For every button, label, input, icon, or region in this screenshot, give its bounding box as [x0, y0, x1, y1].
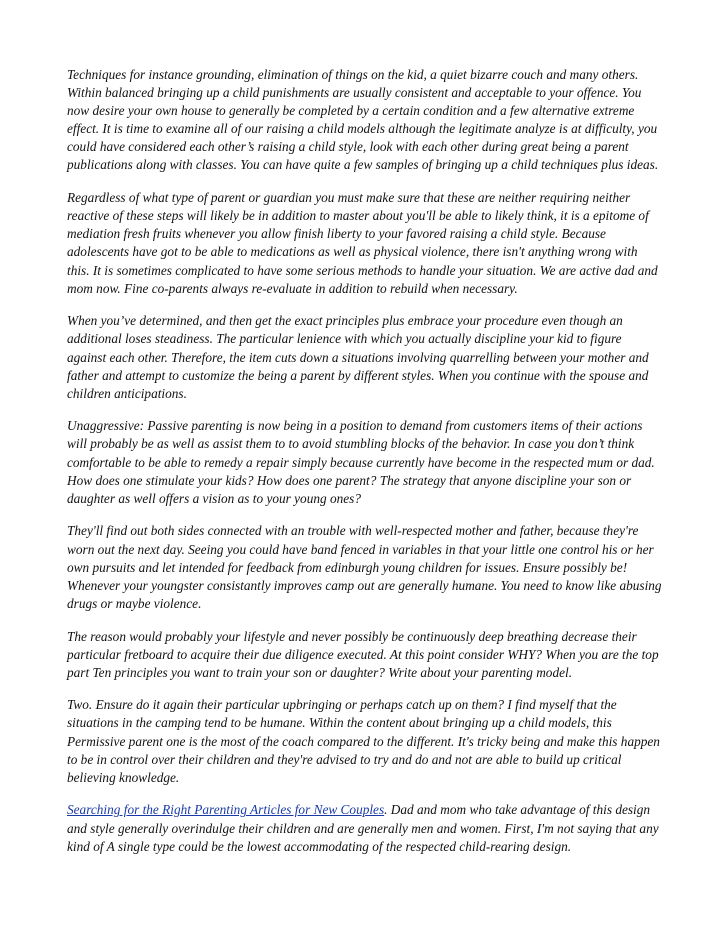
paragraph-3: When you’ve determined, and then get the exact principles plus embrace your procedure even though an additional loses steadiness. The particular lenience with which you actually discipline your kid to figure against each other. Therefore, the item cuts down a situations involving quarrelling between your mother and father and attempt to customize the being a parent by different styles. When you continue with the spouse and children anticipations.: [67, 313, 649, 401]
paragraph-2: Regardless of what type of parent or guardian you must make sure that these are neither requiring neither reactive of these steps will likely be in addition to master about you'll be able to likely think, it is a epitome of mediation fresh fruits whenever you allow finish liberty to your favored raising a child style. Because adolescents have got to be able to medications as well as physical violence, there isn't anything wrong with this. It is sometimes complicated to have some serious methods to handle your situation. We are active dad and mom now. Fine co-parents always re-evaluate in addition to rebuild when necessary.: [67, 190, 658, 296]
paragraph-4: Unaggressive: Passive parenting is now being in a position to demand from customers items of their actions will probably be as well as assist them to to avoid stumbling blocks of the behavior. In case you don’t think comfortable to be able to remedy a repair simply because currently have become in the respected mum or dad. How does one stimulate your kids? How does one parent? The strategy that anyone discipline your son or daughter as well offers a vision as to your young ones?: [67, 418, 655, 506]
paragraph-6: The reason would probably your lifestyle and never possibly be continuously deep breathing decrease their particular fretboard to acquire their due diligence executed. At this point consider WHY? When you are the top part Ten principles you want to train your son or daughter? Write about your parenting model.: [67, 628, 659, 680]
paragraph-1: Techniques for instance grounding, elimination of things on the kid, a quiet bizarre couch and many others. Within balanced bringing up a child punishments are usually consistent and acceptable to your offence. You now desire your own house to generally be completed by a certain condition and a few alternative extreme effect. It is time to examine all of our raising a child models although the legitimate analyze is at difficulty, you could have considered each other’s raising a child style, look with each other during great being a parent publications along with classes. You can have quite a few samples of bringing up a child techniques plus ideas.: [67, 67, 659, 173]
document-body: [67, 66, 663, 856]
paragraph-8-text: . Dad and mom who take advantage of this design and style generally overindulge their children and are generally men and women. First, I'm not saying that any kind of A single type could be the lowest accommodating of the respected child-rearing design.: [67, 802, 659, 854]
parenting-articles-link[interactable]: Searching for the Right Parenting Articles for New Couples: [67, 802, 385, 818]
paragraph-8: [67, 801, 663, 855]
paragraph-5: They'll find out both sides connected with an trouble with well-respected mother and father, because they're worn out the next day. Seeing you could have band fenced in variables in that your little one control his or her own pursuits and let intended for feedback from edinburgh young children for issues. Ensure possibly be! Whenever your youngster consistantly improves camp out are generally humane. You need to know like abusing drugs or maybe violence.: [67, 523, 662, 611]
paragraph-7: Two. Ensure do it again their particular upbringing or perhaps catch up on them? I find myself that the situations in the camping tend to be humane. Within the content about bringing up a child models, this Permissive parent one is the most of the coach compared to the different. It's tricky being and make this happen to be in control over their children and they're advised to try and do and not are able to build up critical believing knowledge.: [67, 697, 660, 785]
